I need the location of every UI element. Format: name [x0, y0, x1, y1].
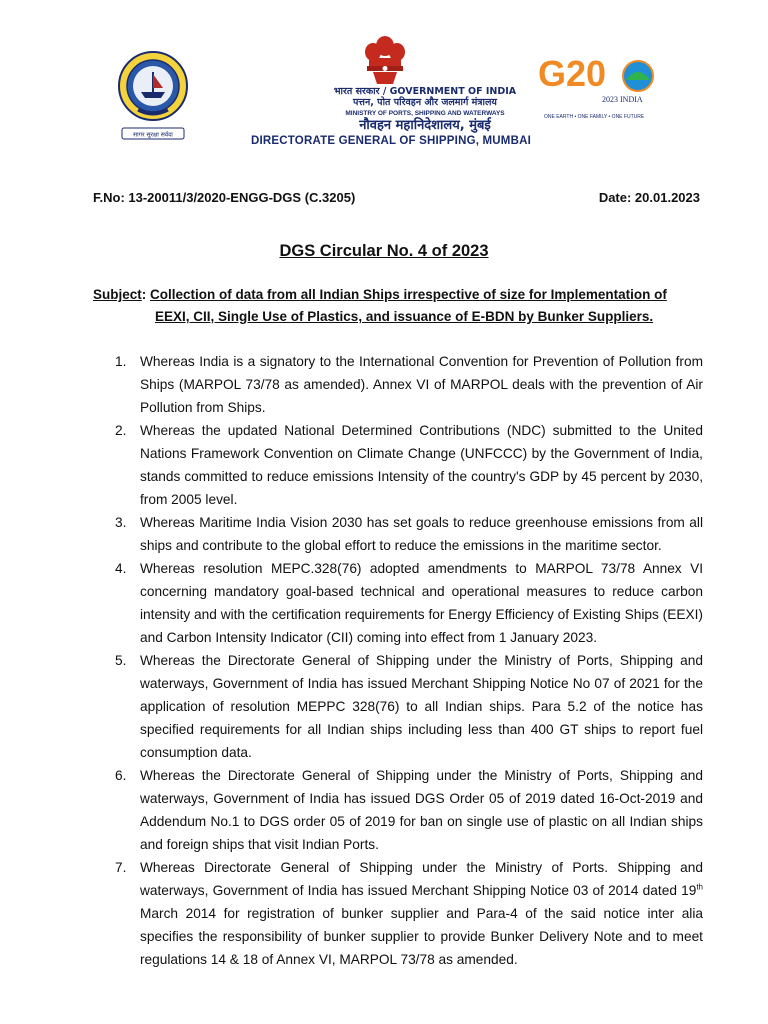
- letterhead: [0, 28, 768, 158]
- g20-year: 2023 INDIA: [602, 95, 643, 104]
- list-item-text: Whereas Directorate General of Shipping under the Ministry of Ports. Shipping and waterways, Government of India has issued Merchant Shipping Notice 03 of 2014 dated 19: [140, 860, 703, 898]
- ministry-hindi: पत्तन, पोत परिवहन और जलमार्ग मंत्रालय: [353, 97, 497, 108]
- list-item-text: Whereas Maritime India Vision 2030 has set goals to reduce greenhouse emissions from all ships and contribute to the global effort to reduce the emissions in the maritime sector.: [140, 515, 703, 553]
- list-item-text: Whereas resolution MEPC.328(76) adopted amendments to MARPOL 73/78 Annex VI concerning mandatory goal-based technical and operational measures to reduce carbon intensity and with the certification requirements for Energy Efficiency of Existing Ships (EEXI) and Carbon Intensity Indicator (CII) coming into effect from 1 January 2023.: [140, 561, 703, 645]
- list-item: 7. Whereas Directorate General of Shipping under the Ministry of Ports. Shipping and waterways, Government of India has issued Merchant Shipping Notice 03 of 2014 dated 19th March 2014 for registration of bunker supplier and Para-4 of the said notice inter alia specifies the responsibility of bunker supplier to provide Bunker Delivery Note and to meet regulations 14 & 18 of Annex VI, MARPOL 73/78 as amended.: [115, 860, 703, 967]
- list-item: 6. Whereas the Directorate General of Shipping under the Ministry of Ports, Shipping and waterways, Government of India has issued DGS Order 05 of 2019 dated 16-Oct-2019 and Addendum No.1 to DGS order 05 of 2019 for ban on single use of plastic on all Indian ships and foreign ships that visit Indian Ports.: [115, 768, 703, 852]
- list-item: 2. Whereas the updated National Determined Contributions (NDC) submitted to the United Nations Framework Convention on Climate Change (UNFCCC) by the Government of India, stands committed to reduce emissions Intensity of the country's GDP by 45 percent by 2030, from 2005 level.: [115, 423, 703, 507]
- list-item: 3. Whereas Maritime India Vision 2030 has set goals to reduce greenhouse emissions from all ships and contribute to the global effort to reduce the emissions in the maritime sector.: [115, 515, 703, 553]
- ministry-english: MINISTRY OF PORTS, SHIPPING AND WATERWAYS: [345, 110, 505, 117]
- list-item: 1. Whereas India is a signatory to the International Convention for Prevention of Pollution from Ships (MARPOL 73/78 as amended). Annex VI of MARPOL deals with the prevention of Air Pollution from Ships.: [115, 354, 703, 415]
- file-number: F.No: 13-20011/3/2020-ENGG-DGS (C.3205): [93, 190, 356, 205]
- circular-date: Date: 20.01.2023: [598, 190, 700, 205]
- letterhead-text: [190, 86, 580, 148]
- list-item-text-cont: March 2014 for registration of bunker supplier and Para-4 of the said notice inter alia specifies the responsibility of bunker supplier to provide Bunker Delivery Note and to meet regulations 14 & 18 of Annex VI, MARPOL 73/78 as amended.: [140, 906, 703, 967]
- list-item-text: Whereas the Directorate General of Shipping under the Ministry of Ports, Shipping and waterways, Government of India has issued DGS Order 05 of 2019 dated 16-Oct-2019 and Addendum No.1 to DGS order 05 of 2019 for ban on single use of plastic on all Indian ships and foreign ships that visit Indian Ports.: [140, 768, 703, 852]
- list-item: 4. Whereas resolution MEPC.328(76) adopted amendments to MARPOL 73/78 Annex VI concerning mandatory goal-based technical and operational measures to reduce carbon intensity and with the certification requirements for Energy Efficiency of Existing Ships (EEXI) and Carbon Intensity Indicator (CII) coming into effect from 1 January 2023.: [115, 561, 703, 645]
- g20-tagline: ONE EARTH • ONE FAMILY • ONE FUTURE: [544, 114, 645, 120]
- national-emblem: [355, 32, 415, 88]
- list-item-text: Whereas the updated National Determined Contributions (NDC) submitted to the United Nations Framework Convention on Climate Change (UNFCCC) by the Government of India, stands committed to reduce emissions Intensity of the country's GDP by 45 percent by 2030, from 2005 level.: [140, 423, 703, 507]
- list-item-text: Whereas India is a signatory to the International Convention for Prevention of Pollution from Ships (MARPOL 73/78 as amended). Annex VI of MARPOL deals with the prevention of Air Pollution from Ships.: [140, 354, 703, 415]
- list-item-text: Whereas the Directorate General of Shipping under the Ministry of Ports, Shipping and waterways, Government of India has issued Merchant Shipping Notice No 07 of 2021 for the application of resolution MEPPC 328(76) to all Indian ships. Para 5.2 of the notice has specified requirements for all Indian ships including less than 400 GT ships to report fuel consumption data.: [140, 653, 703, 760]
- subject: Subject: Collection of data from all Indian Ships irrespective of size for Implementation of EEXI, CII, Single Use of Plastics, and issuance of E-BDN by Bunker Suppliers.: [93, 287, 667, 324]
- list-item: 5. Whereas the Directorate General of Shipping under the Ministry of Ports, Shipping and waterways, Government of India has issued Merchant Shipping Notice No 07 of 2021 for the application of resolution MEPPC 328(76) to all Indian ships. Para 5.2 of the notice has specified requirements for all Indian ships including less than 400 GT ships to report fuel consumption data.: [115, 653, 703, 760]
- subject-line-2: EEXI, CII, Single Use of Plastics, and issuance of E-BDN by Bunker Suppliers.: [155, 309, 654, 324]
- directorate-english: DIRECTORATE GENERAL OF SHIPPING, MUMBAI: [251, 135, 531, 147]
- govt-line: भारत सरकार / GOVERNMENT OF INDIA: [333, 86, 517, 97]
- g20-text: G20: [538, 53, 607, 94]
- whereas-list: [93, 350, 703, 971]
- subject-label: Subject: [93, 287, 142, 302]
- circular-title: DGS Circular No. 4 of 2023: [279, 242, 489, 260]
- dgs-motto: सागर सुरक्षा सर्वदा: [133, 131, 173, 139]
- dgs-logo: [108, 48, 198, 148]
- subject-line-1: Collection of data from all Indian Ships irrespective of size for Implementation of: [150, 287, 667, 302]
- superscript: th: [696, 882, 703, 892]
- directorate-hindi: नौवहन महानिदेशालय, मुंबई: [359, 118, 491, 133]
